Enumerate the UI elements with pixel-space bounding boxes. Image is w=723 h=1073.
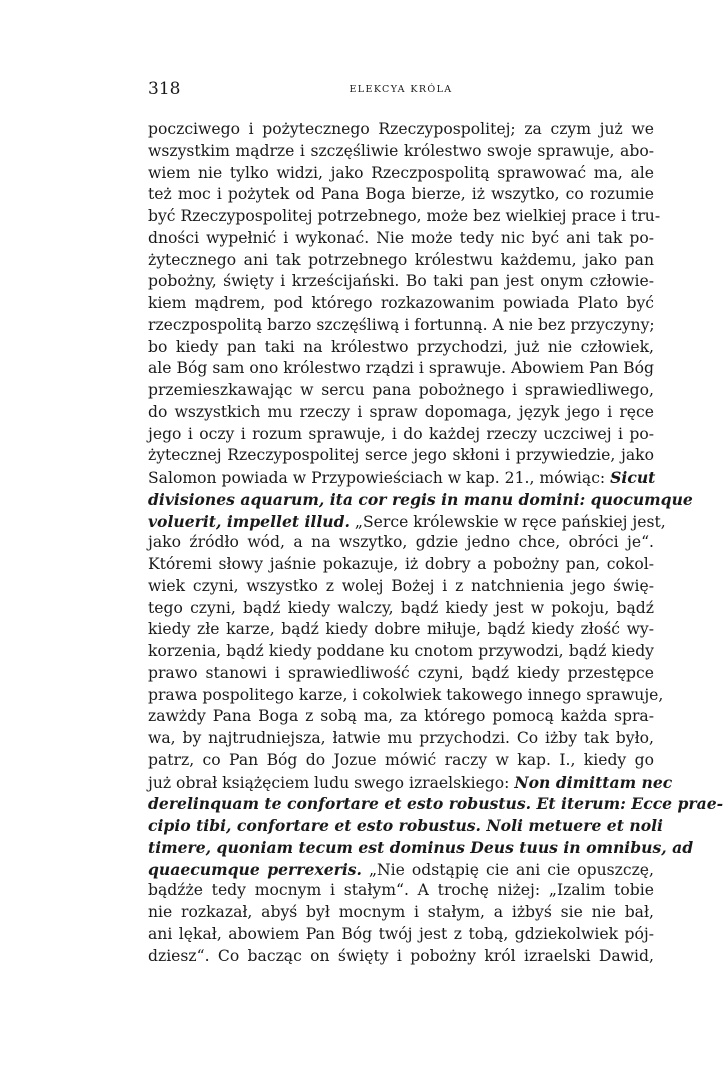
page-number: 318: [148, 79, 181, 99]
text-segment: nie rozkazał, abyś był mocnym i stałym, a iżbyś sie nie bał,: [148, 903, 654, 921]
text-line: [148, 445, 654, 467]
text-segment: do wszystkich mu rzeczy i spraw dopomaga, język jego i ręce: [148, 402, 654, 421]
text-segment: ale Bóg sam ono królestwo rządzi i sprawuje. Abowiem Pan Bóg: [148, 359, 654, 378]
text-segment: patrz, co Pan Bóg do Jozue mówić raczy w kap. I., kiedy go: [148, 750, 654, 769]
text-line: [148, 837, 694, 859]
text-line: [148, 489, 693, 511]
text-segment: kiedy złe karze, bądź kiedy dobre miłuje, bądź kiedy złość wy-: [148, 620, 654, 639]
body-text: [148, 119, 723, 967]
text-line: [148, 424, 654, 446]
running-title: ELEKCYA KRÓLA: [349, 84, 453, 95]
text-line: [148, 685, 664, 707]
text-line: [148, 467, 654, 489]
text-line: [148, 380, 654, 402]
text-segment: poczciwego i pożytecznego Rzeczypospolitej; za czym już we: [148, 120, 654, 138]
text-segment: dziesz“. Co bacząc on święty i pobożny król izraelski Dawid,: [148, 946, 654, 965]
text-segment: tego czyni, bądź kiedy walczy, bądź kiedy jest w pokoju, bądź: [148, 598, 654, 617]
text-segment: wszystkim mądrze i szczęśliwie królestwo swoje sprawuje, abo-: [148, 141, 654, 160]
text-segment: prawo stanowi i sprawiedliwość czyni, bądź kiedy przestępce: [148, 663, 654, 682]
text-line: [148, 880, 654, 902]
text-segment: Salomon powiada w Przypowieściach w kap. 21., mówiąc:: [148, 469, 611, 487]
text-line: [148, 402, 654, 424]
text-segment: „Serce królewskie w ręce pańskiej jest,: [349, 512, 666, 531]
latin-quote-segment: quaecumque perrexeris.: [148, 859, 362, 879]
text-line: [148, 206, 661, 228]
text-segment: wiem nie tylko widzi, jako Rzeczpospolitą sprawować ma, ale: [148, 163, 654, 182]
text-line: [148, 554, 654, 576]
text-line: [148, 141, 654, 163]
text-segment: żytecznej Rzeczypospolitej serce jego skłoni i przywiedzie, jako: [148, 446, 654, 465]
text-line: [148, 924, 654, 946]
text-line: [148, 859, 654, 881]
text-line: [148, 793, 723, 815]
text-segment: ani lękał, abowiem Pan Bóg twój jest z tobą, gdziekolwiek pój-: [148, 924, 654, 943]
text-segment: dności wypełnić i wykonać. Nie może tedy nic być ani tak po-: [148, 228, 654, 247]
text-segment: bo kiedy pan taki na królestwo przychodzi, już nie człowiek,: [148, 337, 654, 356]
latin-quote-segment: cipio tibi, confortare et esto robustus. Noli metuere et noli: [148, 816, 663, 835]
text-segment: już obrał książęciem ludu swego izraelskiego:: [148, 773, 515, 792]
text-line: [148, 532, 654, 554]
text-line: [148, 511, 666, 533]
text-segment: jako źródło wód, a na wszytko, gdzie jedno chce, obróci je“.: [148, 533, 654, 552]
text-segment: być Rzeczypospolitej potrzebnego, może bez wielkiej prace i tru-: [148, 207, 661, 225]
text-line: [148, 163, 654, 185]
text-segment: wiek czyni, wszystko z wolej Bożej i z natchnienia jego świę-: [148, 576, 654, 595]
text-line: [148, 946, 654, 968]
text-line: [148, 576, 654, 598]
text-line: [148, 750, 654, 772]
text-line: [148, 228, 654, 250]
text-line: [148, 337, 654, 359]
text-line: [148, 641, 654, 663]
text-segment: bądźże tedy mocnym i stałym“. A trochę niżej: „Izalim tobie: [148, 881, 654, 900]
text-line: [148, 598, 654, 620]
text-line: [148, 184, 654, 206]
text-segment: korzenia, bądź kiedy poddane ku cnotom przywodzi, bądź kiedy: [148, 642, 654, 660]
text-segment: rzeczpospolitą barzo szczęśliwą i fortunną. A nie bez przyczyny;: [148, 315, 655, 334]
latin-quote-segment: Non dimittam nec: [514, 772, 673, 792]
text-segment: żytecznego ani tak potrzebnego królestwu każdemu, jako pan: [148, 250, 654, 269]
text-segment: jego i oczy i rozum sprawuje, i do każdej rzeczy uczciwej i po-: [148, 424, 654, 443]
text-line: [148, 815, 663, 837]
text-line: [148, 772, 673, 794]
text-line: [148, 619, 654, 641]
text-segment: pobożny, święty i krześcijański. Bo taki pan jest onym człowie-: [148, 272, 654, 291]
text-line: [148, 902, 654, 924]
text-segment: prawa pospolitego karze, i cokolwiek takowego innego sprawuje,: [148, 685, 664, 704]
text-segment: też moc i pożytek od Pana Boga bierze, iż wszytko, co rozumie: [148, 185, 654, 204]
latin-quote-segment: voluerit, impellet illud.: [148, 511, 350, 531]
text-line: [148, 358, 654, 380]
text-line: [148, 271, 654, 293]
page-header: [148, 79, 654, 103]
latin-quote-segment: timere, quoniam tecum est dominus Deus tuus in omnibus, ad: [148, 837, 694, 857]
text-line: [148, 663, 654, 685]
text-segment: Któremi słowy jaśnie pokazuje, iż dobry a pobożny pan, cokol-: [148, 555, 654, 573]
text-segment: wa, by najtrudniejsza, łatwie mu przychodzi. Co iżby tak było,: [148, 729, 654, 747]
text-segment: przemieszkawając w sercu pana pobożnego i sprawiedliwego,: [148, 381, 654, 399]
text-line: [148, 706, 654, 728]
text-segment: „Nie odstąpię cie ani cie opuszczę,: [361, 860, 654, 879]
text-segment: zawżdy Pana Boga z sobą ma, za którego pomocą każda spra-: [148, 707, 654, 726]
latin-quote-segment: Sicut: [610, 468, 656, 487]
text-line: [148, 250, 654, 272]
latin-quote-segment: divisiones aquarum, ita cor regis in manu domini: quocumque: [148, 489, 693, 509]
text-segment: kiem mądrem, pod którego rozkazowanim powiada Plato być: [148, 294, 654, 312]
text-line: [148, 119, 654, 141]
text-line: [148, 315, 654, 337]
latin-quote-segment: derelinquam te confortare et esto robustus. Et iterum: Ecce prae-: [148, 794, 723, 814]
text-line: [148, 293, 654, 315]
text-line: [148, 728, 654, 750]
